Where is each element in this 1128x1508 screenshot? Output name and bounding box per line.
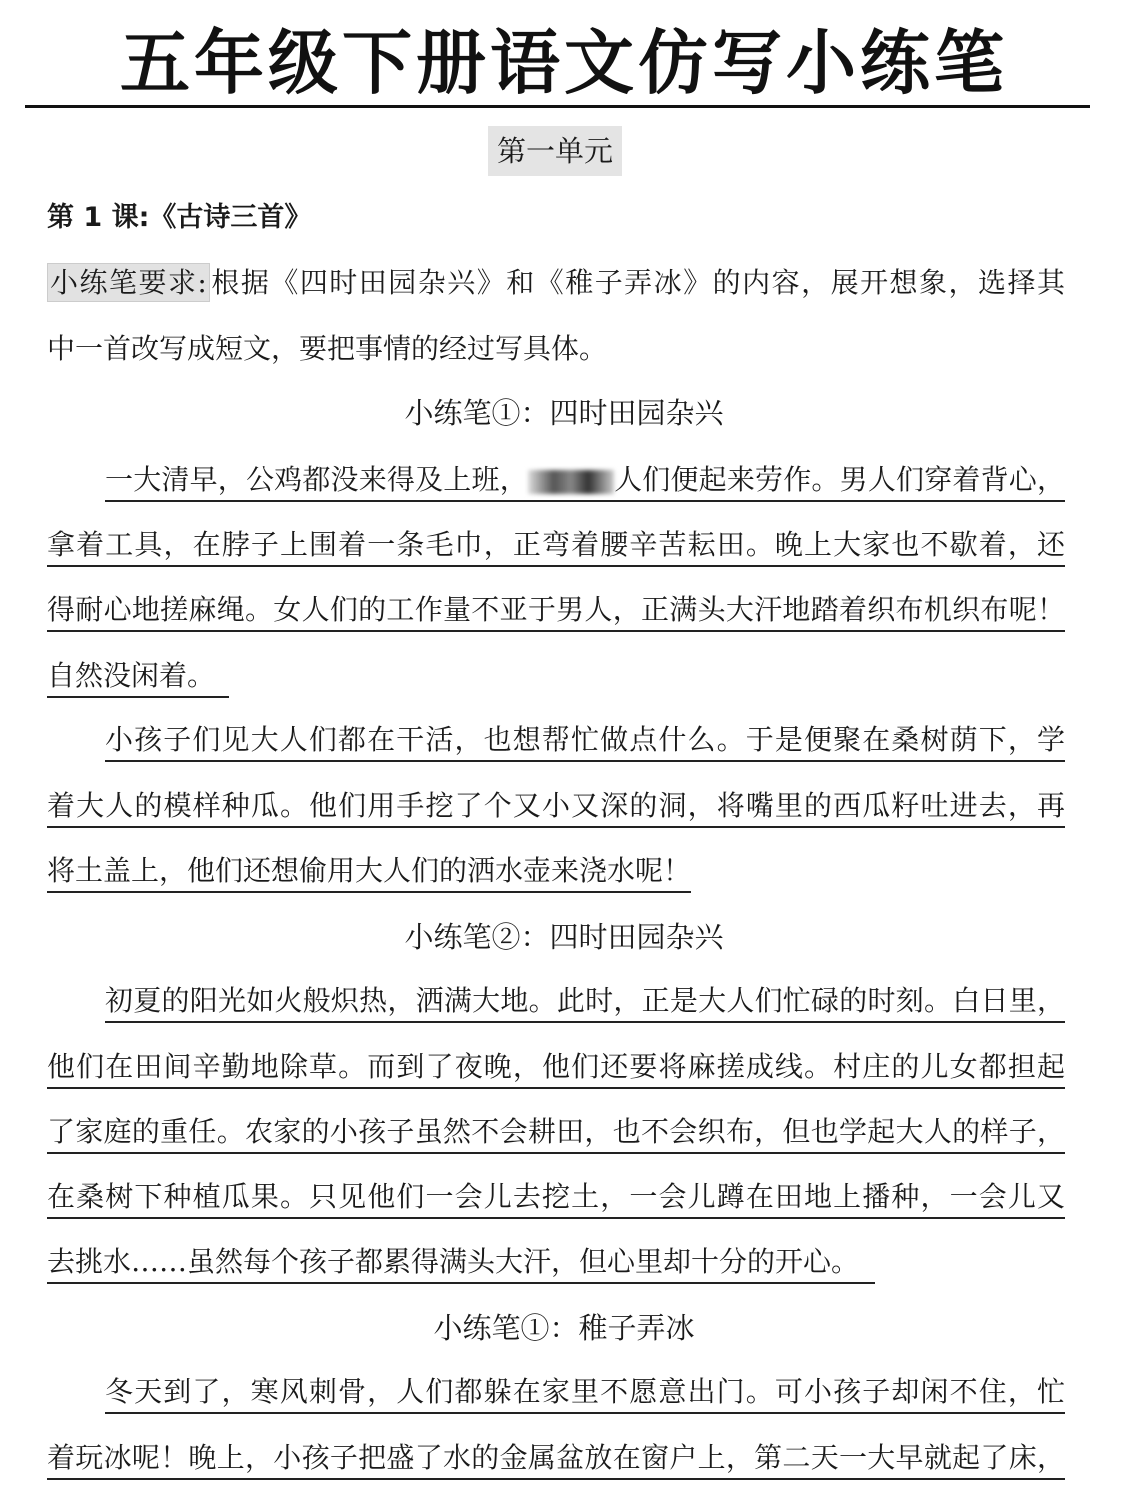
essay-line: 冬天到了，寒风刺骨，人们都躲在家里不愿意出门。可小孩子却闲不住，忙 xyxy=(105,1372,1065,1414)
essay-line: 小孩子们见大人们都在干活，也想帮忙做点什么。于是便聚在桑树荫下，学 xyxy=(105,720,1065,762)
section-heading: 小练笔①：稚子弄冰 xyxy=(433,1311,695,1345)
essay-line: 着大人的模样种瓜。他们用手挖了个又小又深的洞，将嘴里的西瓜籽吐进去，再 xyxy=(47,786,1065,828)
title-divider xyxy=(25,105,1090,108)
essay-line: 去挑水……虽然每个孩子都累得满头大汗，但心里却十分的开心。 xyxy=(47,1242,1065,1284)
requirement-line-1: 小练笔要求: 根据《四时田园杂兴》和《稚子弄冰》的内容，展开想象，选择其 xyxy=(47,263,1065,303)
section-heading: 小练笔①：四时田园杂兴 xyxy=(404,396,724,430)
essay-line: 他们在田间辛勤地除草。而到了夜晚，他们还要将麻搓成线。村庄的儿女都担起 xyxy=(47,1047,1065,1089)
page-title: 五年级下册语文仿写小练笔 xyxy=(120,22,1008,104)
essay-line: 了家庭的重任。农家的小孩子虽然不会耕田，也不会织布，但也学起大人的样子， xyxy=(47,1112,1065,1154)
essay-line: 得耐心地搓麻绳。女人们的工作量不亚于男人，正满头大汗地踏着织布机织布呢！ xyxy=(47,590,1065,632)
unit-heading: 第一单元 xyxy=(488,126,622,176)
essay-line: 着玩冰呢！晚上，小孩子把盛了水的金属盆放在窗户上，第二天一大早就起了床， xyxy=(47,1438,1065,1480)
essay-line: 在桑树下种植瓜果。只见他们一会儿去挖土，一会儿蹲在田地上播种，一会儿又 xyxy=(47,1177,1065,1219)
requirement-line-2: 中一首改写成短文，要把事情的经过写具体。 xyxy=(47,332,608,365)
essay-line: 自然没闲着。 xyxy=(47,656,1065,698)
essay-line: 拿着工具，在脖子上围着一条毛巾，正弯着腰辛苦耘田。晚上大家也不歇着，还 xyxy=(47,525,1065,567)
essay-line: 将土盖上，他们还想偷用大人们的洒水壶来浇水呢！ xyxy=(47,851,1065,893)
essay-line: 一大清早，公鸡都没来得及上班， 人们便起来劳作。男人们穿着背心， xyxy=(105,460,1065,502)
requirement-label: 小练笔要求: xyxy=(47,263,210,302)
blurred-redaction xyxy=(528,470,614,494)
section-heading: 小练笔②：四时田园杂兴 xyxy=(404,920,724,954)
essay-line: 初夏的阳光如火般炽热，洒满大地。此时，正是大人们忙碌的时刻。白日里， xyxy=(105,981,1065,1023)
lesson-heading: 第 1 课:《古诗三首》 xyxy=(47,202,312,233)
